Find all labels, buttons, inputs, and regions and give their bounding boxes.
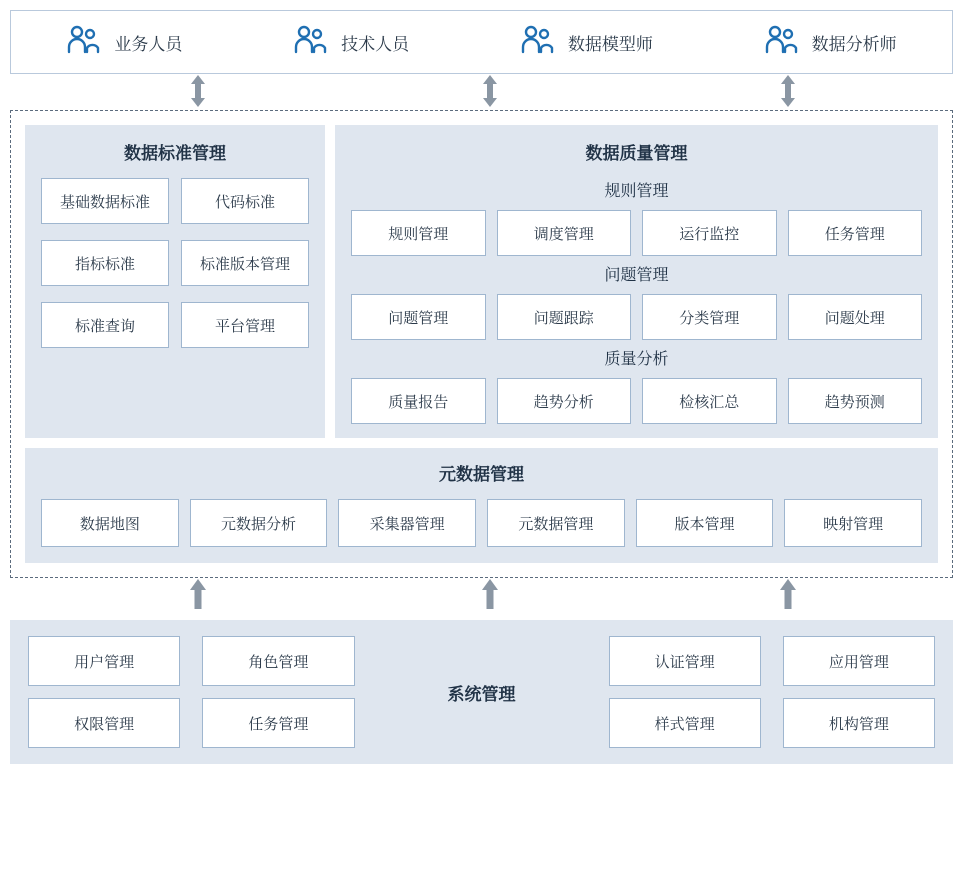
module-cell[interactable]: 元数据管理: [487, 499, 625, 547]
data-standard-grid: [41, 178, 309, 348]
platform-container: [10, 110, 953, 578]
module-cell[interactable]: 映射管理: [784, 499, 922, 547]
group-title: 问题管理: [604, 267, 669, 284]
people-icon: [66, 25, 100, 60]
module-cell[interactable]: 检核汇总: [642, 378, 777, 424]
double-arrow-icon: [186, 74, 210, 113]
module-cell[interactable]: 角色管理: [202, 636, 354, 686]
module-cell[interactable]: 分类管理: [642, 294, 777, 340]
panel-title: 系统管理: [447, 684, 516, 704]
module-cell[interactable]: 元数据分析: [190, 499, 328, 547]
module-cell[interactable]: 指标标准: [41, 240, 169, 286]
module-cell[interactable]: 标准版本管理: [181, 240, 309, 286]
role-item[interactable]: [764, 25, 897, 60]
panel-title: 元数据管理: [439, 465, 524, 484]
up-arrow-icon: [478, 578, 502, 615]
module-cell[interactable]: 规则管理: [351, 210, 486, 256]
people-icon: [520, 25, 554, 60]
people-icon: [293, 25, 327, 60]
metadata-grid: [41, 499, 922, 547]
module-cell[interactable]: 运行监控: [642, 210, 777, 256]
module-cell[interactable]: 样式管理: [609, 698, 761, 748]
module-cell[interactable]: 认证管理: [609, 636, 761, 686]
module-cell[interactable]: 问题处理: [788, 294, 923, 340]
module-cell[interactable]: 代码标准: [181, 178, 309, 224]
panel-metadata: [25, 448, 938, 563]
module-cell[interactable]: 应用管理: [783, 636, 935, 686]
double-arrow-icon: [478, 74, 502, 113]
module-cell[interactable]: 标准查询: [41, 302, 169, 348]
connector-row-top: [10, 74, 953, 110]
role-label: 数据模型师: [567, 34, 653, 54]
panel-system-management: [10, 620, 953, 764]
roles-bar: [10, 10, 953, 74]
module-cell[interactable]: 趋势预测: [788, 378, 923, 424]
double-arrow-icon: [776, 74, 800, 113]
group-title: 质量分析: [604, 351, 669, 368]
module-cell[interactable]: 基础数据标准: [41, 178, 169, 224]
up-arrow-icon: [186, 578, 210, 615]
role-label: 数据分析师: [811, 34, 897, 54]
module-cell[interactable]: 采集器管理: [338, 499, 476, 547]
panel-data-standard: [25, 125, 325, 438]
module-cell[interactable]: 平台管理: [181, 302, 309, 348]
panel-title: 数据质量管理: [585, 144, 688, 163]
module-cell[interactable]: 任务管理: [202, 698, 354, 748]
module-cell[interactable]: 调度管理: [497, 210, 632, 256]
module-cell[interactable]: 任务管理: [788, 210, 923, 256]
module-cell[interactable]: 用户管理: [28, 636, 180, 686]
role-label: 技术人员: [341, 34, 410, 54]
module-cell[interactable]: 问题管理: [351, 294, 486, 340]
connector-row-bottom: [10, 578, 953, 612]
issue-management-grid: [351, 294, 922, 340]
module-cell[interactable]: 权限管理: [28, 698, 180, 748]
module-cell[interactable]: 趋势分析: [497, 378, 632, 424]
platform-top-row: [25, 125, 938, 438]
module-cell[interactable]: 问题跟踪: [497, 294, 632, 340]
module-cell[interactable]: 质量报告: [351, 378, 486, 424]
role-item[interactable]: [520, 25, 653, 60]
up-arrow-icon: [776, 578, 800, 615]
role-item[interactable]: [293, 25, 409, 60]
module-cell[interactable]: 版本管理: [636, 499, 774, 547]
role-label: 业务人员: [114, 34, 183, 54]
quality-analysis-grid: [351, 378, 922, 424]
panel-title: 数据标准管理: [124, 144, 226, 163]
people-icon: [764, 25, 798, 60]
rule-management-grid: [351, 210, 922, 256]
module-cell[interactable]: 机构管理: [783, 698, 935, 748]
panel-data-quality: [335, 125, 938, 438]
group-title: 规则管理: [604, 183, 669, 200]
module-cell[interactable]: 数据地图: [41, 499, 179, 547]
role-item[interactable]: [66, 25, 182, 60]
